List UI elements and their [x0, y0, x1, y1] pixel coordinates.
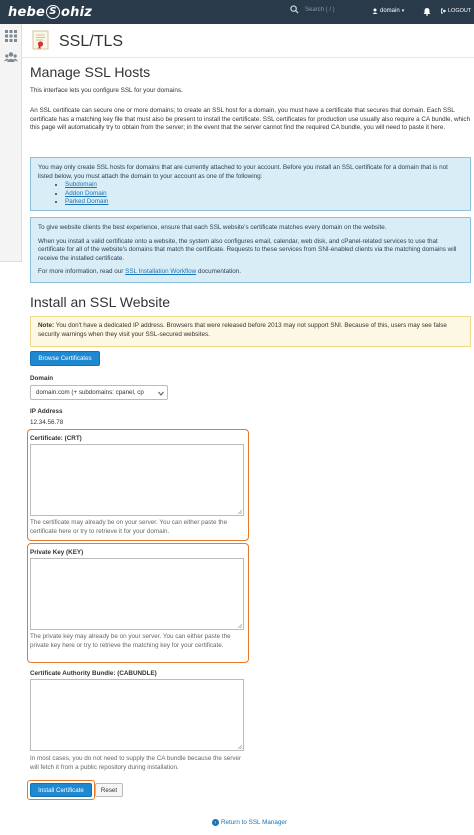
sni-warning-box: [30, 316, 471, 347]
list-item: [65, 181, 463, 190]
grid-icon[interactable]: [4, 29, 18, 43]
addon-domain-link[interactable]: Addon Domain: [65, 189, 107, 197]
list-item: [65, 190, 463, 199]
certificate-help-text: The certificate may already be on your server. You can either paste the certificate here or try to retrieve it for your domain.: [30, 519, 228, 535]
user-menu[interactable]: [372, 8, 404, 14]
parked-domain-link[interactable]: Parked Domain: [65, 198, 109, 206]
page-title: SSL/TLS: [59, 33, 124, 50]
private-key-label: Private Key (KEY): [30, 549, 84, 556]
resize-grip-icon[interactable]: [237, 509, 242, 514]
user-name: domain: [380, 8, 400, 14]
note-text: You don't have a dedicated IP address. Browsers that were released before 2013 may not support SNI. Because of this, users may see false security warnings when they visit your SSL-secured websites.: [38, 322, 447, 338]
description-text: An SSL certificate can secure one or more domains; to create an SSL host for a domain, you must have a certificate that secures that domain. Each SSL certificate has a matching key file that must also be present to install the certificate. SSL certificates for production use usually also require a CA bundle, which this page will automatically try to obtain from the server; in the event that the server cannot find the required CA bundle, you will need to paste it here.: [30, 107, 471, 132]
ca-bundle-label: Certificate Authority Bundle: (CABUNDLE): [30, 670, 157, 677]
intro-text: This interface lets you configure SSL for your domains.: [30, 87, 183, 94]
ip-address-value: 12.34.56.78: [30, 419, 64, 426]
logo-text-left: hebe: [8, 4, 45, 20]
ssl-workflow-link[interactable]: SSL Installation Workflow: [125, 268, 197, 276]
resize-grip-icon[interactable]: [237, 623, 242, 628]
domain-select[interactable]: [30, 385, 168, 400]
certificate-textarea[interactable]: [30, 444, 244, 516]
back-arrow-icon: ‹: [212, 819, 219, 826]
logo-text-right: ohiz: [61, 4, 93, 20]
info-cert-p3-prefix: For more information, read our: [38, 268, 126, 276]
chevron-down-icon: [158, 391, 164, 396]
install-certificate-button[interactable]: Install Certificate: [30, 783, 92, 797]
user-icon: [372, 8, 378, 14]
info-box-certificates: [30, 217, 471, 283]
page-header: [22, 24, 474, 58]
private-key-textarea[interactable]: [30, 558, 244, 630]
return-label: Return to SSL Manager: [221, 819, 287, 826]
logo-mark: S: [46, 5, 60, 19]
list-item: [65, 198, 463, 207]
ca-bundle-textarea[interactable]: [30, 679, 244, 751]
bell-icon[interactable]: [423, 7, 431, 16]
return-to-ssl-manager-link[interactable]: [212, 819, 287, 826]
info-cert-p3-suffix: documentation.: [196, 268, 242, 276]
resize-grip-icon[interactable]: [237, 744, 242, 749]
section-heading-install: Install an SSL Website: [30, 294, 171, 310]
logout-icon: [440, 8, 446, 14]
chevron-down-icon: ▾: [401, 8, 405, 14]
info-cert-p2: When you install a valid certificate onto a website, the system also configures email, calendar, web disk, and cPanel-related services to use that certificate for all of the website's domains that match the certificate. Requests to these services from SNI-enabled clients via the matching domains will receive the installed certificate.: [38, 237, 457, 262]
browse-certificates-button[interactable]: Browse Certificates: [30, 351, 100, 366]
info-cert-p3: [38, 268, 463, 277]
info-domains-text: You may only create SSL hosts for domains that are currently attached to your account. Before you install an SSL certificate for a domain that is not listed below, you must attach the domain to your account as one of the following:: [38, 164, 448, 180]
domain-select-value: domain.com (+ subdomains: cpanel, cp: [36, 389, 144, 396]
top-navbar: [0, 0, 474, 24]
section-heading-manage: Manage SSL Hosts: [30, 64, 151, 80]
info-cert-p1: To give website clients the best experience, ensure that each SSL website's certificate matches every domain on the website.: [38, 224, 387, 231]
note-label: Note:: [38, 322, 55, 329]
certificate-icon: [32, 30, 49, 50]
ca-bundle-help-text: In most cases, you do not need to supply the CA bundle because the server will fetch it from a public repository during installation.: [30, 755, 242, 771]
search-box[interactable]: [290, 5, 335, 14]
ip-address-label: IP Address: [30, 408, 63, 415]
domain-types-list: [38, 181, 463, 207]
logout-label: LOGOUT: [448, 8, 472, 14]
private-key-help-text: The private key may already be on your server. You can either paste the private key here or try to retrieve the matching key for your certificate.: [30, 633, 231, 649]
subdomain-link[interactable]: Subdomain: [65, 181, 97, 189]
users-icon[interactable]: [4, 50, 18, 64]
certificate-label: Certificate: (CRT): [30, 435, 82, 442]
logout-button[interactable]: [440, 8, 471, 14]
domain-label: Domain: [30, 375, 54, 382]
left-sidebar: [0, 24, 22, 262]
search-input[interactable]: Search ( / ): [305, 6, 335, 13]
brand-logo[interactable]: [0, 5, 92, 20]
search-icon: [290, 5, 299, 14]
info-box-domains: [30, 157, 471, 211]
reset-button[interactable]: Reset: [95, 783, 123, 797]
